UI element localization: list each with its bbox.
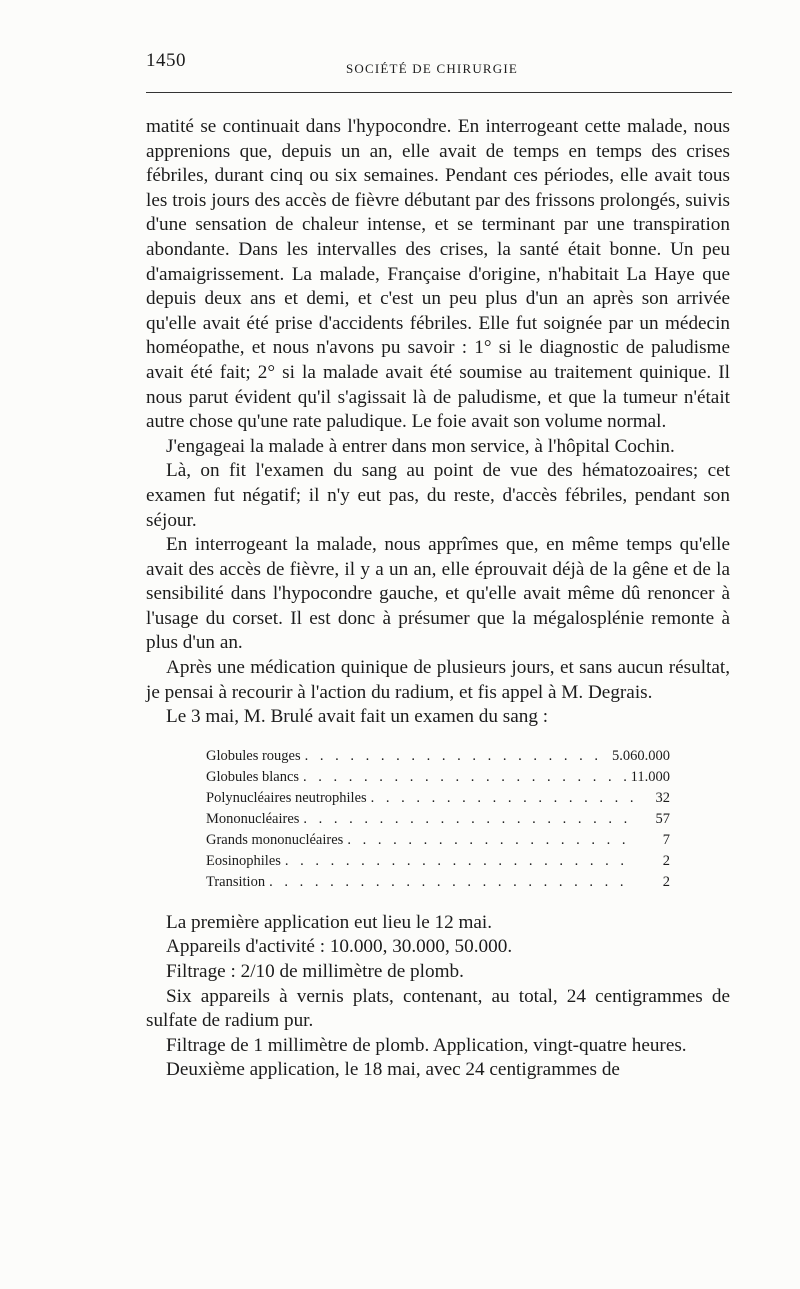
book-page bbox=[146, 50, 730, 1083]
leader-dots bbox=[371, 788, 636, 809]
table-row bbox=[206, 767, 670, 788]
table-row-label: Globules blancs bbox=[206, 768, 300, 785]
table-row-label: Mononucléaires bbox=[206, 810, 300, 827]
table-row-value: 11.000 bbox=[630, 768, 670, 785]
header-rule bbox=[146, 92, 732, 93]
blood-count-table bbox=[206, 746, 670, 893]
table-row bbox=[206, 788, 670, 809]
leader-dots bbox=[303, 767, 627, 788]
table-row-value: 2 bbox=[662, 852, 670, 869]
body-paragraph: Appareils d'activité : 10.000, 30.000, 50.000. bbox=[166, 936, 513, 958]
table-row bbox=[206, 872, 670, 893]
table-row-value: 57 bbox=[655, 810, 670, 827]
paragraphs-before-table bbox=[146, 115, 730, 730]
body-paragraph: Là, on fit l'examen du sang au point de vue des hématozoaires; cet examen fut négatif; il n'y eut pas, du reste, d'accès fébriles, pendant son séjour. bbox=[146, 460, 730, 531]
body-paragraph: Filtrage de 1 millimètre de plomb. Application, vingt-quatre heures. bbox=[166, 1034, 687, 1056]
table-row bbox=[206, 746, 670, 767]
body-paragraph: Filtrage : 2/10 de millimètre de plomb. bbox=[166, 961, 464, 983]
leader-dots bbox=[305, 746, 608, 767]
page-number: 1450 bbox=[146, 50, 186, 71]
table-row-value: 5.060.000 bbox=[612, 747, 670, 764]
body-paragraph: J'engageai la malade à entrer dans mon service, à l'hôpital Cochin. bbox=[166, 435, 675, 457]
table-row-label: Grands mononucléaires bbox=[206, 831, 344, 848]
table-row bbox=[206, 830, 670, 851]
table-row bbox=[206, 851, 670, 872]
leader-dots bbox=[269, 872, 636, 893]
table-row-value: 32 bbox=[655, 789, 670, 806]
table-row-value: 7 bbox=[662, 831, 670, 848]
table-row-label: Eosinophiles bbox=[206, 852, 281, 869]
leader-dots bbox=[347, 830, 636, 851]
table-row bbox=[206, 809, 670, 830]
table-row-label: Globules rouges bbox=[206, 747, 301, 764]
body-paragraph: Le 3 mai, M. Brulé avait fait un examen du sang : bbox=[166, 706, 549, 728]
leader-dots bbox=[303, 809, 636, 830]
leader-dots bbox=[285, 851, 636, 872]
table-row-value: 2 bbox=[662, 873, 670, 890]
body-paragraph: matité se continuait dans l'hypocondre. En interrogeant cette malade, nous apprenions que, depuis un an, elle avait de temps en temps des crises fébriles, durant cinq ou six semaines. Pendant ces périodes, elle avait tous les trois jours des accès de fièvre débutant par des frissons prolongés, suivis d'une sensation de chaleur intense, et se terminant par une transpiration abondante. Dans les intervalles des crises, la santé était bonne. Un peu d'amaigrissement. La malade, Française d'origine, n'habitait La Haye que depuis deux ans et demi, et c'est un peu plus d'un an après son arrivée qu'elle avait été prise d'accidents fébriles. Elle fut soignée par un médecin homéopathe, et nous n'avons pu savoir : 1° si le diagnostic de paludisme avait été fait; 2° si la malade avait été soumise au traitement quinique. Il nous parut évident qu'il s'agissait là de paludisme, et que la tumeur n'était autre chose qu'une rate paludique. Le foie avait son volume normal. bbox=[146, 116, 730, 433]
running-head: SOCIÉTÉ DE CHIRURGIE bbox=[346, 61, 519, 76]
paragraphs-after-table bbox=[146, 911, 730, 1083]
page-body bbox=[146, 115, 730, 1083]
body-paragraph: Après une médication quinique de plusieurs jours, et sans aucun résultat, je pensai à recourir à l'action du radium, et fis appel à M. Degrais. bbox=[146, 657, 730, 703]
table-row-label: Polynucléaires neutrophiles bbox=[206, 789, 367, 806]
page-header bbox=[146, 50, 730, 78]
body-paragraph: Six appareils à vernis plats, contenant, au total, 24 centigrammes de sulfate de radium pur. bbox=[146, 985, 730, 1032]
table-row-label: Transition bbox=[206, 873, 266, 890]
body-paragraph: La première application eut lieu le 12 mai. bbox=[166, 911, 493, 933]
body-paragraph: Deuxième application, le 18 mai, avec 24 centigrammes de bbox=[166, 1059, 620, 1081]
body-paragraph: En interrogeant la malade, nous apprîmes que, en même temps qu'elle avait des accès de fièvre, il y a un an, elle éprouvait déjà de la gêne et de la sensibilité dans l'hypocondre gauche, et qu'elle avait même dû renoncer à l'usage du corset. Il est donc à présumer que la mégalosplénie remonte à plus d'un an. bbox=[146, 534, 730, 654]
